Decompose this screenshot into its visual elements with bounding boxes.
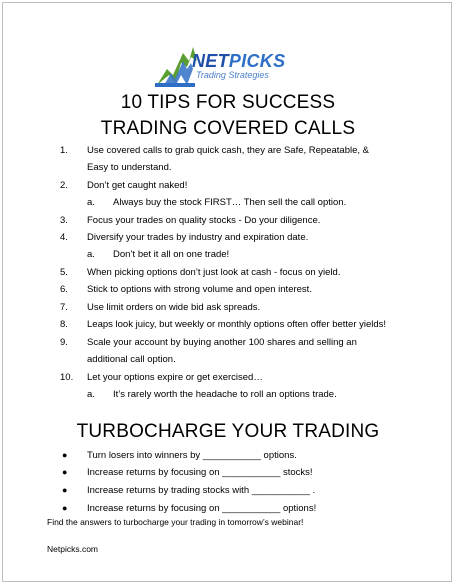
tip-number: 10.	[60, 372, 74, 383]
brand-net: NET	[192, 51, 229, 71]
sub-tip-text: Don’t bet it all on one trade!	[113, 249, 230, 260]
site-link[interactable]: Netpicks.com	[47, 544, 99, 554]
tip-number: 7.	[60, 302, 68, 313]
document-page	[2, 2, 452, 582]
footer-note: Find the answers to turbocharge your trading in tomorrow’s webinar!	[47, 517, 304, 527]
bullet-item: Increase returns by focusing on ___________ stocks!	[87, 467, 313, 478]
bullet-icon: ●	[62, 503, 68, 513]
tip-number: 5.	[60, 267, 68, 278]
tip-text: Use covered calls to grab quick cash, they are Safe, Repeatable, &	[87, 145, 369, 156]
page-title-line1: 10 TIPS FOR SUCCESS	[120, 92, 336, 113]
bullet-icon: ●	[62, 485, 68, 495]
logo-text	[192, 52, 285, 81]
tip-text: Stick to options with strong volume and open interest.	[87, 284, 312, 295]
tip-text: Don’t get caught naked!	[87, 180, 188, 191]
sub-tip-letter: a.	[87, 249, 95, 260]
tip-text: Focus your trades on quality stocks - Do your diligence.	[87, 215, 321, 226]
page-title-line2: TRADING COVERED CALLS	[100, 118, 356, 139]
bullet-item: Increase returns by focusing on ___________ options!	[87, 503, 317, 514]
tip-text: When picking options don’t just look at cash - focus on yield.	[87, 267, 341, 278]
tip-text: Easy to understand.	[87, 162, 172, 173]
tip-number: 2.	[60, 180, 68, 191]
tip-number: 1.	[60, 145, 68, 156]
bullet-icon: ●	[62, 467, 68, 477]
logo-tagline: Trading Strategies	[196, 70, 269, 80]
sub-tip-text: Always buy the stock FIRST… Then sell the call option.	[113, 197, 347, 208]
tip-number: 3.	[60, 215, 68, 226]
sub-tip-text: It’s rarely worth the headache to roll an options trade.	[113, 389, 337, 400]
bullet-item: Increase returns by trading stocks with ___________ .	[87, 485, 316, 496]
bullet-icon: ●	[62, 450, 68, 460]
sub-tip-letter: a.	[87, 197, 95, 208]
tip-text: Leaps look juicy, but weekly or monthly options often offer better yields!	[87, 319, 387, 330]
tip-text: Let your options expire or get exercised…	[87, 372, 263, 383]
sub-tip-letter: a.	[87, 389, 95, 400]
tip-text: Use limit orders on wide bid ask spreads.	[87, 302, 261, 313]
tip-text: additional call option.	[87, 354, 176, 365]
tip-text: Scale your account by buying another 100 shares and selling an	[87, 337, 357, 348]
tip-number: 4.	[60, 232, 68, 243]
tip-number: 6.	[60, 284, 68, 295]
tip-number: 8.	[60, 319, 68, 330]
brand-picks: PICKS	[228, 51, 286, 71]
section-title: TURBOCHARGE YOUR TRADING	[76, 421, 380, 442]
bullet-item: Turn losers into winners by ___________ options.	[87, 450, 297, 461]
tip-number: 9.	[60, 337, 68, 348]
tip-text: Diversify your trades by industry and expiration date.	[87, 232, 309, 243]
